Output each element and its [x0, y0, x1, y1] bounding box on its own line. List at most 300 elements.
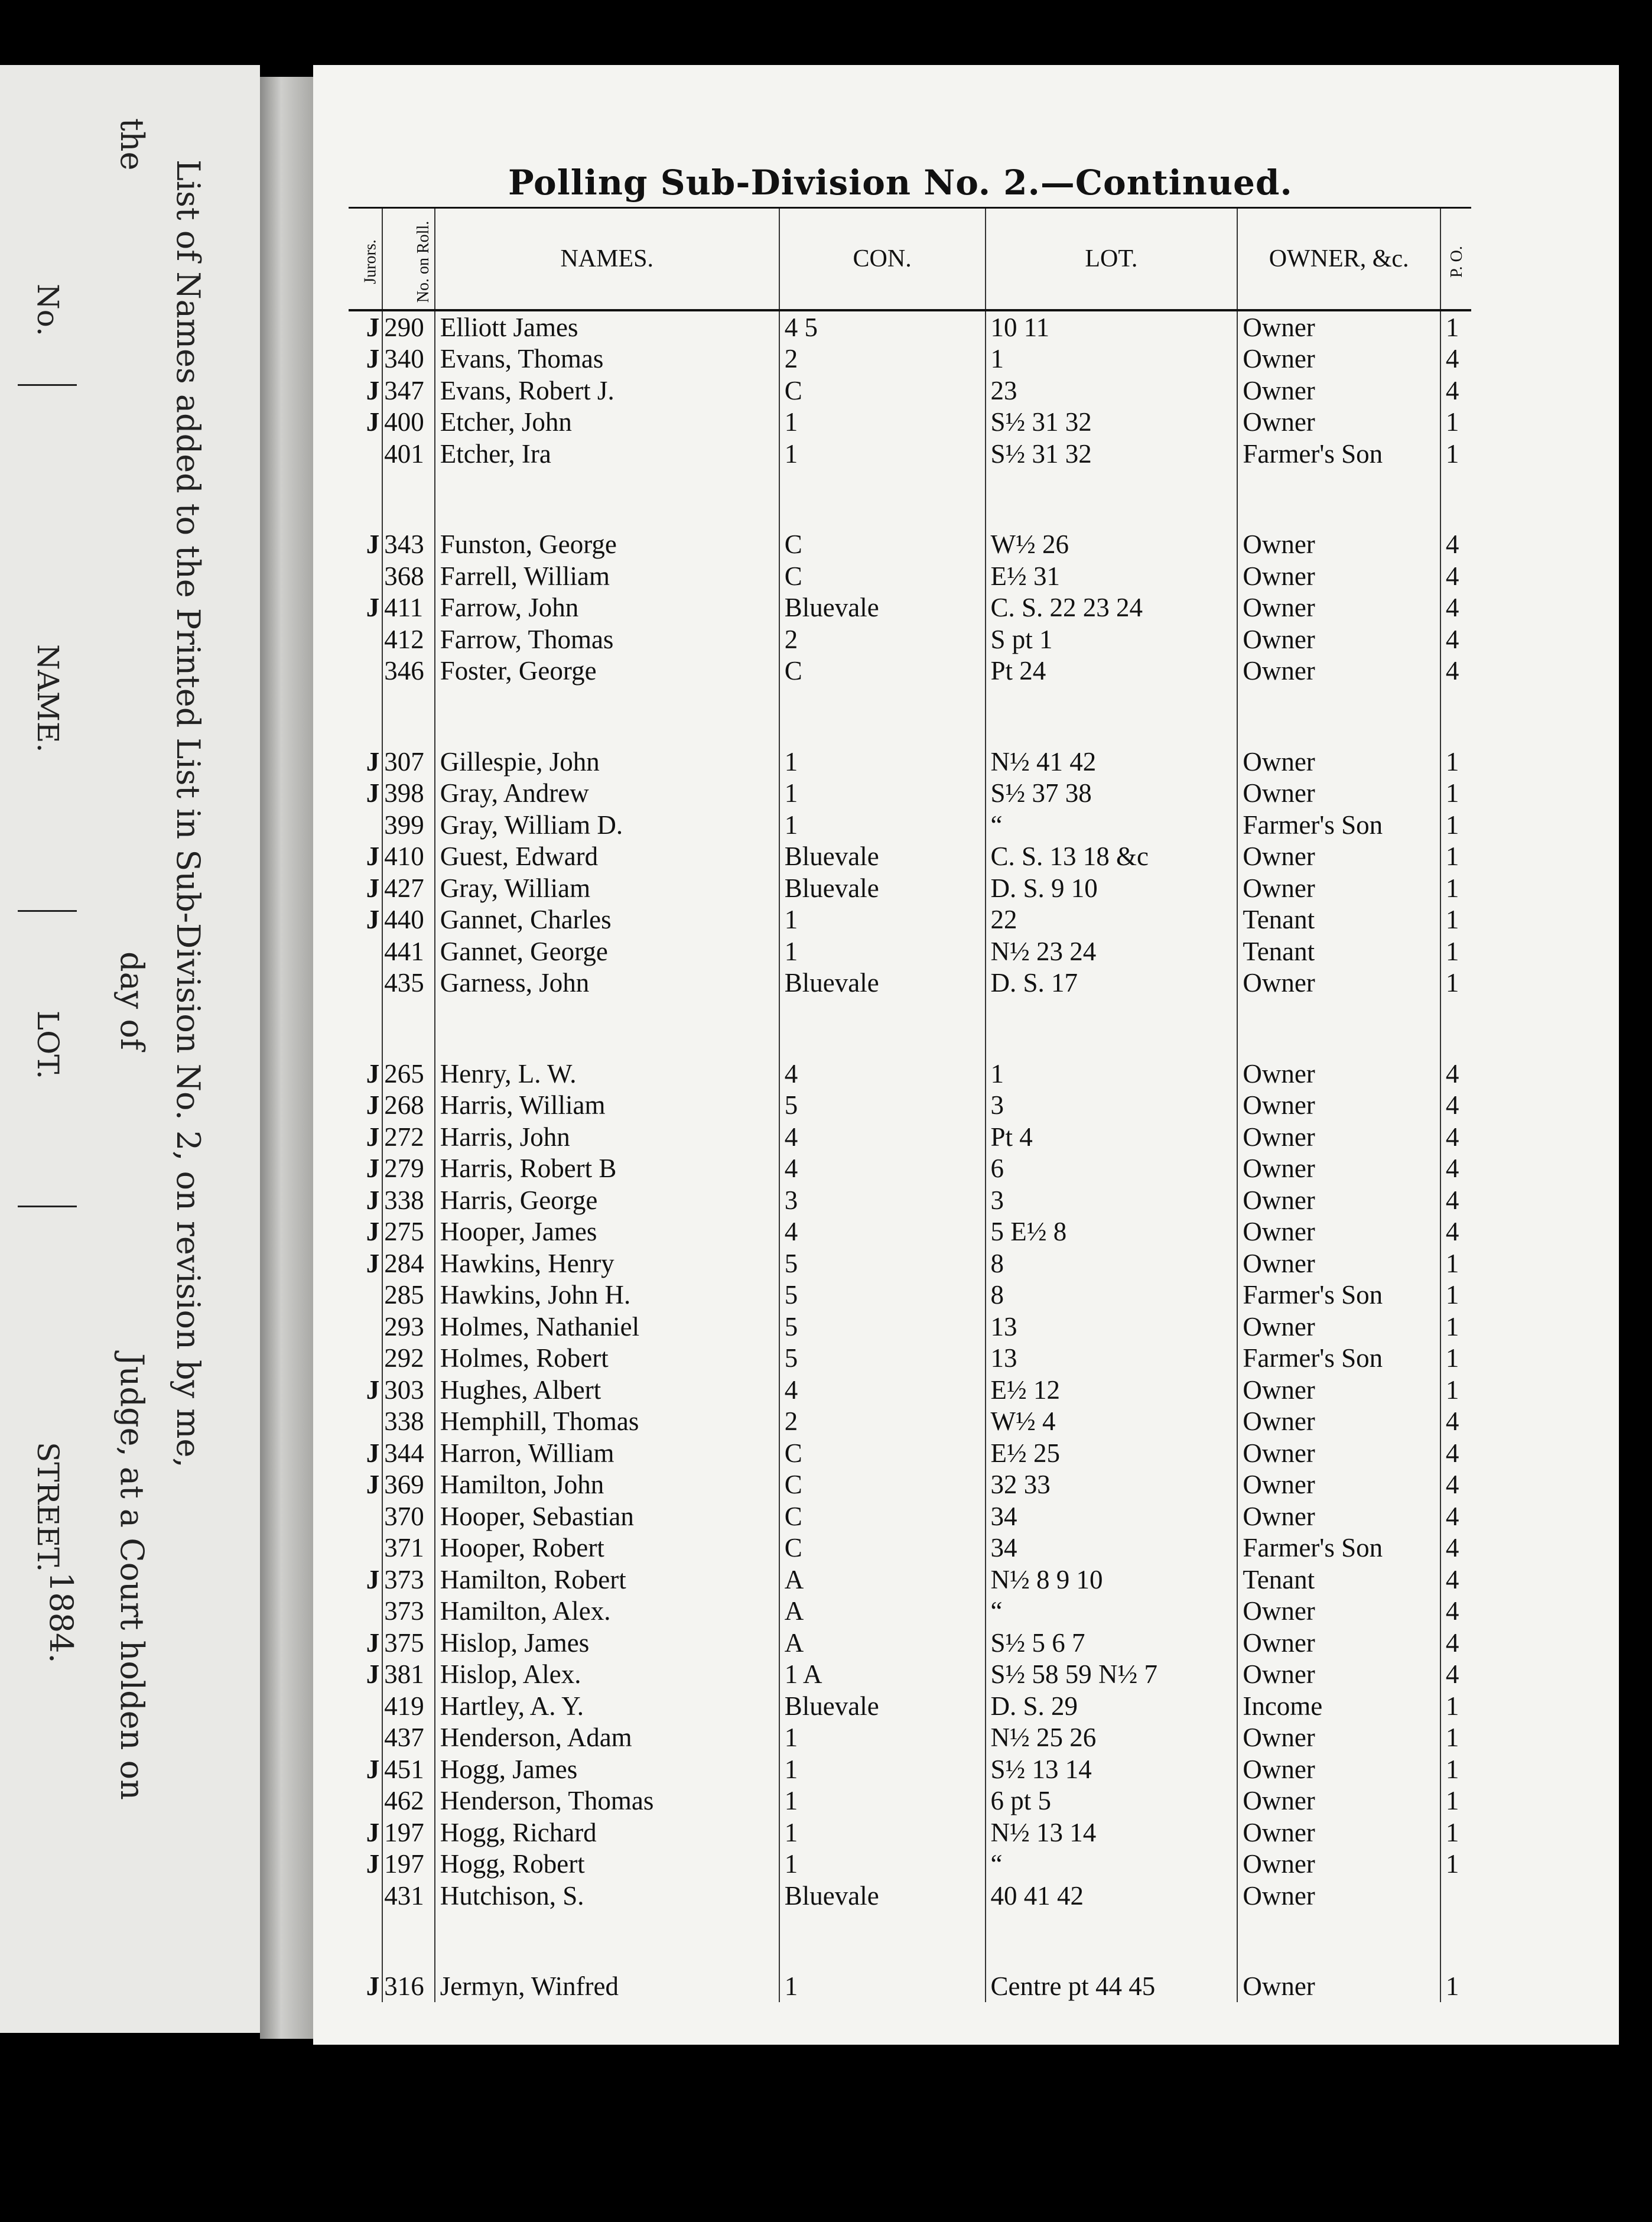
- juror-mark: J: [349, 1627, 382, 1659]
- table-row: [349, 1406, 1471, 1438]
- owner-status: Owner: [1237, 746, 1440, 778]
- table-row: [349, 1817, 1471, 1849]
- juror-mark: [349, 438, 382, 470]
- roll-number: 370: [382, 1500, 434, 1532]
- table-row: [349, 438, 1471, 470]
- juror-mark: [349, 1311, 382, 1343]
- juror-mark: [349, 655, 382, 687]
- roll-number: 371: [382, 1532, 434, 1564]
- roll-number: 435: [382, 967, 434, 999]
- gap-cell: [1440, 470, 1471, 529]
- voter-name: Hamilton, John: [435, 1469, 779, 1501]
- voter-name: Hooper, Robert: [435, 1532, 779, 1564]
- owner-status: Owner: [1237, 310, 1440, 343]
- juror-mark: [349, 623, 382, 655]
- lot-number: N½ 23 24: [986, 935, 1238, 967]
- post-office: 1: [1445, 1343, 1459, 1373]
- table-row: [349, 375, 1471, 407]
- concession: A: [779, 1564, 986, 1596]
- post-office: 4: [1445, 1185, 1459, 1215]
- roll-number: 369: [382, 1469, 434, 1501]
- juror-mark: [349, 560, 382, 592]
- voter-name: Hogg, James: [435, 1753, 779, 1785]
- table-row: [349, 592, 1471, 624]
- lot-number: C. S. 13 18 &c: [986, 841, 1238, 873]
- roll-number: 412: [382, 623, 434, 655]
- roll-number: 373: [382, 1596, 434, 1627]
- voter-name: Farrow, Thomas: [435, 623, 779, 655]
- voter-name: Farrow, John: [435, 592, 779, 624]
- table-row: [349, 1596, 1471, 1627]
- owner-status: Owner: [1237, 1248, 1440, 1279]
- owner-status: Owner: [1237, 1184, 1440, 1216]
- owner-status: Owner: [1237, 1596, 1440, 1627]
- left-day-of: day of: [113, 951, 151, 1050]
- table-header-row: [349, 208, 1471, 311]
- gap-cell: [382, 687, 434, 746]
- header-jurors: Jurors.: [349, 208, 382, 311]
- gap-cell: [1440, 1912, 1471, 1971]
- concession: Bluevale: [779, 1690, 986, 1722]
- table-row: [349, 1690, 1471, 1722]
- voter-name: Harris, William: [435, 1090, 779, 1122]
- voter-name: Hislop, James: [435, 1627, 779, 1659]
- table-row: [349, 1248, 1471, 1279]
- juror-mark: [349, 1343, 382, 1375]
- table-row: [349, 809, 1471, 841]
- voter-name: Gray, William D.: [435, 809, 779, 841]
- lot-number: 1: [986, 1058, 1238, 1090]
- concession: C: [779, 375, 986, 407]
- lot-number: 3: [986, 1184, 1238, 1216]
- concession: 3: [779, 1184, 986, 1216]
- juror-mark: [349, 1406, 382, 1438]
- voter-name: Hislop, Alex.: [435, 1659, 779, 1691]
- roll-number: 451: [382, 1753, 434, 1785]
- roll-number: 373: [382, 1564, 434, 1596]
- voter-name: Garness, John: [435, 967, 779, 999]
- gap-cell: [435, 1912, 779, 1971]
- post-office: 1: [1445, 842, 1459, 872]
- post-office: 4: [1445, 1470, 1459, 1500]
- roll-number: 441: [382, 935, 434, 967]
- owner-status: Farmer's Son: [1237, 438, 1440, 470]
- juror-mark: J: [349, 310, 382, 343]
- roll-number: 375: [382, 1627, 434, 1659]
- post-office: 1: [1445, 1817, 1459, 1847]
- left-divider-3: [18, 1206, 77, 1207]
- concession: 1 A: [779, 1659, 986, 1691]
- owner-status: Owner: [1237, 1659, 1440, 1691]
- post-office: 1: [1445, 1691, 1459, 1721]
- post-office: 4: [1445, 1406, 1459, 1437]
- voter-name: Hogg, Richard: [435, 1817, 779, 1849]
- owner-status: Farmer's Son: [1237, 809, 1440, 841]
- lot-number: S½ 31 32: [986, 407, 1238, 438]
- gap-cell: [1440, 687, 1471, 746]
- voter-name: Hawkins, Henry: [435, 1248, 779, 1279]
- juror-mark: J: [349, 529, 382, 561]
- voter-name: Foster, George: [435, 655, 779, 687]
- roll-number: 381: [382, 1659, 434, 1691]
- juror-mark: [349, 1500, 382, 1532]
- roll-number: 275: [382, 1216, 434, 1248]
- lot-number: “: [986, 1849, 1238, 1880]
- juror-mark: J: [349, 904, 382, 936]
- table-row: [349, 1722, 1471, 1754]
- owner-status: Owner: [1237, 1469, 1440, 1501]
- roll-number: 279: [382, 1153, 434, 1185]
- gap-cell: [986, 470, 1238, 529]
- roll-number: 340: [382, 343, 434, 375]
- roll-number: 293: [382, 1311, 434, 1343]
- owner-status: Owner: [1237, 407, 1440, 438]
- lot-number: S½ 31 32: [986, 438, 1238, 470]
- roll-number: 285: [382, 1279, 434, 1311]
- voter-name: Harris, George: [435, 1184, 779, 1216]
- post-office: 1: [1445, 873, 1459, 903]
- post-office: 1: [1445, 438, 1459, 469]
- voter-name: Gray, William: [435, 872, 779, 904]
- post-office: 1: [1445, 936, 1459, 966]
- roll-number: 307: [382, 746, 434, 778]
- lot-number: 6 pt 5: [986, 1785, 1238, 1817]
- voter-name: Hooper, Sebastian: [435, 1500, 779, 1532]
- roll-number: 272: [382, 1121, 434, 1153]
- lot-number: 6: [986, 1153, 1238, 1185]
- post-office: 4: [1445, 624, 1459, 654]
- roll-number: 284: [382, 1248, 434, 1279]
- post-office: 1: [1445, 778, 1459, 808]
- post-office: 4: [1445, 1058, 1459, 1089]
- table-row: [349, 872, 1471, 904]
- lot-number: Pt 4: [986, 1121, 1238, 1153]
- juror-mark: J: [349, 1659, 382, 1691]
- lot-number: N½ 13 14: [986, 1817, 1238, 1849]
- juror-mark: J: [349, 343, 382, 375]
- left-heading-line1: List of Names added to the Printed List in Sub-Division No. 2, on revision by me,: [170, 160, 207, 1468]
- voter-name: Hogg, Robert: [435, 1849, 779, 1880]
- roll-number: 401: [382, 438, 434, 470]
- juror-mark: [349, 1785, 382, 1817]
- post-office: 4: [1445, 529, 1459, 560]
- concession: Bluevale: [779, 841, 986, 873]
- concession: Bluevale: [779, 1880, 986, 1912]
- concession: 1: [779, 809, 986, 841]
- voter-name: Gillespie, John: [435, 746, 779, 778]
- table-row: [349, 1564, 1471, 1596]
- table-row: [349, 1469, 1471, 1501]
- table-row: [349, 343, 1471, 375]
- lot-number: 13: [986, 1311, 1238, 1343]
- juror-mark: J: [349, 746, 382, 778]
- concession: 1: [779, 1849, 986, 1880]
- owner-status: Owner: [1237, 560, 1440, 592]
- owner-status: Owner: [1237, 343, 1440, 375]
- post-office: 1: [1445, 1786, 1459, 1816]
- roll-number: 265: [382, 1058, 434, 1090]
- owner-status: Owner: [1237, 1216, 1440, 1248]
- voter-name: Hamilton, Alex.: [435, 1596, 779, 1627]
- roll-number: 197: [382, 1817, 434, 1849]
- juror-mark: J: [349, 1248, 382, 1279]
- owner-status: Owner: [1237, 1153, 1440, 1185]
- concession: 4: [779, 1153, 986, 1185]
- gap-cell: [435, 687, 779, 746]
- voter-name: Holmes, Robert: [435, 1343, 779, 1375]
- concession: 1: [779, 1817, 986, 1849]
- header-no-on-roll: No. on Roll.: [382, 208, 434, 311]
- gap-cell: [986, 687, 1238, 746]
- lot-number: 40 41 42: [986, 1880, 1238, 1912]
- table-row: [349, 1374, 1471, 1406]
- voter-name: Hughes, Albert: [435, 1374, 779, 1406]
- voter-name: Guest, Edward: [435, 841, 779, 873]
- voter-name: Hawkins, John H.: [435, 1279, 779, 1311]
- concession: 1: [779, 407, 986, 438]
- concession: 1: [779, 438, 986, 470]
- concession: 5: [779, 1279, 986, 1311]
- roll-number: 398: [382, 778, 434, 810]
- table-row: [349, 1279, 1471, 1311]
- roll-number: 419: [382, 1690, 434, 1722]
- concession: C: [779, 529, 986, 561]
- table-row: [349, 1058, 1471, 1090]
- voter-name: Hamilton, Robert: [435, 1564, 779, 1596]
- table-row: [349, 967, 1471, 999]
- owner-status: Owner: [1237, 1500, 1440, 1532]
- left-col-street: STREET.: [31, 1442, 65, 1573]
- gap-cell: [779, 1912, 986, 1971]
- owner-status: Owner: [1237, 1849, 1440, 1880]
- lot-number: S½ 13 14: [986, 1753, 1238, 1785]
- gap-cell: [382, 999, 434, 1058]
- gap-cell: [779, 999, 986, 1058]
- roll-number: 437: [382, 1722, 434, 1754]
- juror-mark: [349, 1880, 382, 1912]
- concession: 1: [779, 904, 986, 936]
- concession: C: [779, 1437, 986, 1469]
- voter-name: Henderson, Thomas: [435, 1785, 779, 1817]
- lot-number: D. S. 29: [986, 1690, 1238, 1722]
- header-lot: LOT.: [986, 208, 1238, 311]
- owner-status: Farmer's Son: [1237, 1532, 1440, 1564]
- table-row: [349, 623, 1471, 655]
- header-po: P. O.: [1440, 208, 1471, 311]
- post-office: 4: [1445, 1564, 1459, 1594]
- concession: Bluevale: [779, 592, 986, 624]
- post-office: 1: [1445, 1375, 1459, 1405]
- table-row: [349, 1785, 1471, 1817]
- lot-number: 5 E½ 8: [986, 1216, 1238, 1248]
- voter-name: Evans, Robert J.: [435, 375, 779, 407]
- lot-number: S½ 5 6 7: [986, 1627, 1238, 1659]
- table-row: [349, 1849, 1471, 1880]
- concession: 1: [779, 746, 986, 778]
- post-office: 4: [1445, 593, 1459, 623]
- voter-name: Hartley, A. Y.: [435, 1690, 779, 1722]
- left-year: 1884.: [43, 1572, 80, 1664]
- owner-status: Tenant: [1237, 904, 1440, 936]
- juror-mark: [349, 1532, 382, 1564]
- post-office: 1: [1445, 407, 1459, 437]
- table-row: [349, 1880, 1471, 1912]
- owner-status: Owner: [1237, 841, 1440, 873]
- owner-status: Owner: [1237, 1971, 1440, 2003]
- juror-mark: J: [349, 375, 382, 407]
- owner-status: Owner: [1237, 1880, 1440, 1912]
- table-row: [349, 310, 1471, 343]
- lot-number: S½ 58 59 N½ 7: [986, 1659, 1238, 1691]
- post-office: 4: [1445, 1122, 1459, 1152]
- post-office: 1: [1445, 1849, 1459, 1879]
- lot-number: 8: [986, 1248, 1238, 1279]
- table-row: [349, 1532, 1471, 1564]
- left-col-no: No.: [31, 284, 65, 336]
- voter-name: Gannet, Charles: [435, 904, 779, 936]
- concession: C: [779, 655, 986, 687]
- gap-cell: [382, 1912, 434, 1971]
- lot-number: 34: [986, 1532, 1238, 1564]
- lot-number: W½ 4: [986, 1406, 1238, 1438]
- gap-cell: [349, 470, 382, 529]
- lot-number: N½ 25 26: [986, 1722, 1238, 1754]
- concession: 1: [779, 778, 986, 810]
- owner-status: Farmer's Son: [1237, 1279, 1440, 1311]
- gap-cell: [435, 470, 779, 529]
- voter-name: Etcher, Ira: [435, 438, 779, 470]
- post-office: 4: [1445, 1154, 1459, 1184]
- post-office: 4: [1445, 1438, 1459, 1468]
- concession: 5: [779, 1248, 986, 1279]
- owner-status: Owner: [1237, 592, 1440, 624]
- voter-name: Gray, Andrew: [435, 778, 779, 810]
- gap-cell: [779, 687, 986, 746]
- concession: A: [779, 1596, 986, 1627]
- juror-mark: J: [349, 841, 382, 873]
- owner-status: Owner: [1237, 1058, 1440, 1090]
- table-row: [349, 1500, 1471, 1532]
- lot-number: 10 11: [986, 310, 1238, 343]
- roll-number: 411: [382, 592, 434, 624]
- post-office: 4: [1445, 1659, 1459, 1690]
- owner-status: Owner: [1237, 655, 1440, 687]
- left-divider-1: [18, 384, 77, 386]
- owner-status: Owner: [1237, 375, 1440, 407]
- post-office: 4: [1445, 1533, 1459, 1563]
- table-row: [349, 1090, 1471, 1122]
- lot-number: D. S. 9 10: [986, 872, 1238, 904]
- post-office: 4: [1445, 1627, 1459, 1658]
- table-row: [349, 1153, 1471, 1185]
- post-office: 1: [1445, 1311, 1459, 1341]
- left-divider-2: [18, 910, 77, 912]
- concession: 4 5: [779, 310, 986, 343]
- owner-status: Owner: [1237, 623, 1440, 655]
- owner-status: Owner: [1237, 529, 1440, 561]
- concession: 4: [779, 1121, 986, 1153]
- left-col-name: NAME.: [31, 644, 65, 753]
- owner-status: Owner: [1237, 1437, 1440, 1469]
- voters-roll-table: [349, 207, 1471, 2002]
- juror-mark: [349, 967, 382, 999]
- post-office: 1: [1445, 905, 1459, 935]
- juror-mark: [349, 809, 382, 841]
- post-office: 1: [1445, 968, 1459, 998]
- juror-mark: J: [349, 1849, 382, 1880]
- juror-mark: J: [349, 407, 382, 438]
- section-gap-row: [349, 470, 1471, 529]
- owner-status: Owner: [1237, 1090, 1440, 1122]
- post-office: 4: [1445, 1596, 1459, 1626]
- concession: 1: [779, 1971, 986, 2003]
- juror-mark: J: [349, 1564, 382, 1596]
- juror-mark: J: [349, 592, 382, 624]
- concession: 2: [779, 623, 986, 655]
- lot-number: 34: [986, 1500, 1238, 1532]
- post-office: 1: [1445, 746, 1459, 777]
- lot-number: N½ 8 9 10: [986, 1564, 1238, 1596]
- juror-mark: J: [349, 1121, 382, 1153]
- post-office: 4: [1445, 344, 1459, 374]
- owner-status: Owner: [1237, 1627, 1440, 1659]
- voter-name: Harris, Robert B: [435, 1153, 779, 1185]
- owner-status: Owner: [1237, 1406, 1440, 1438]
- lot-number: E½ 12: [986, 1374, 1238, 1406]
- header-owner: OWNER, &c.: [1237, 208, 1440, 311]
- concession: C: [779, 1500, 986, 1532]
- gap-cell: [1237, 1912, 1440, 1971]
- post-office: 4: [1445, 656, 1459, 686]
- lot-number: 32 33: [986, 1469, 1238, 1501]
- roll-number: 343: [382, 529, 434, 561]
- lot-number: 3: [986, 1090, 1238, 1122]
- gap-cell: [1237, 999, 1440, 1058]
- post-office: 4: [1445, 375, 1459, 405]
- page-title: Polling Sub-Division No. 2.—Continued.: [508, 163, 1293, 203]
- section-gap-row: [349, 1912, 1471, 1971]
- roll-number: 292: [382, 1343, 434, 1375]
- voter-name: Henderson, Adam: [435, 1722, 779, 1754]
- lot-number: 13: [986, 1343, 1238, 1375]
- voter-name: Hutchison, S.: [435, 1880, 779, 1912]
- juror-mark: J: [349, 1753, 382, 1785]
- voter-name: Harron, William: [435, 1437, 779, 1469]
- roll-number: 303: [382, 1374, 434, 1406]
- concession: 1: [779, 1785, 986, 1817]
- right-page: [313, 65, 1619, 2045]
- roll-number: 316: [382, 1971, 434, 2003]
- lot-number: E½ 25: [986, 1437, 1238, 1469]
- lot-number: 23: [986, 375, 1238, 407]
- voter-name: Gannet, George: [435, 935, 779, 967]
- header-con: CON.: [779, 208, 986, 311]
- roll-number: 427: [382, 872, 434, 904]
- owner-status: Owner: [1237, 1121, 1440, 1153]
- lot-number: 1: [986, 343, 1238, 375]
- table-row: [349, 1971, 1471, 2003]
- lot-number: W½ 26: [986, 529, 1238, 561]
- concession: 1: [779, 1722, 986, 1754]
- lot-number: E½ 31: [986, 560, 1238, 592]
- post-office: 1: [1445, 810, 1459, 840]
- juror-mark: [349, 1690, 382, 1722]
- gap-cell: [349, 687, 382, 746]
- lot-number: “: [986, 809, 1238, 841]
- voter-name: Elliott James: [435, 310, 779, 343]
- roll-number: 462: [382, 1785, 434, 1817]
- juror-mark: J: [349, 778, 382, 810]
